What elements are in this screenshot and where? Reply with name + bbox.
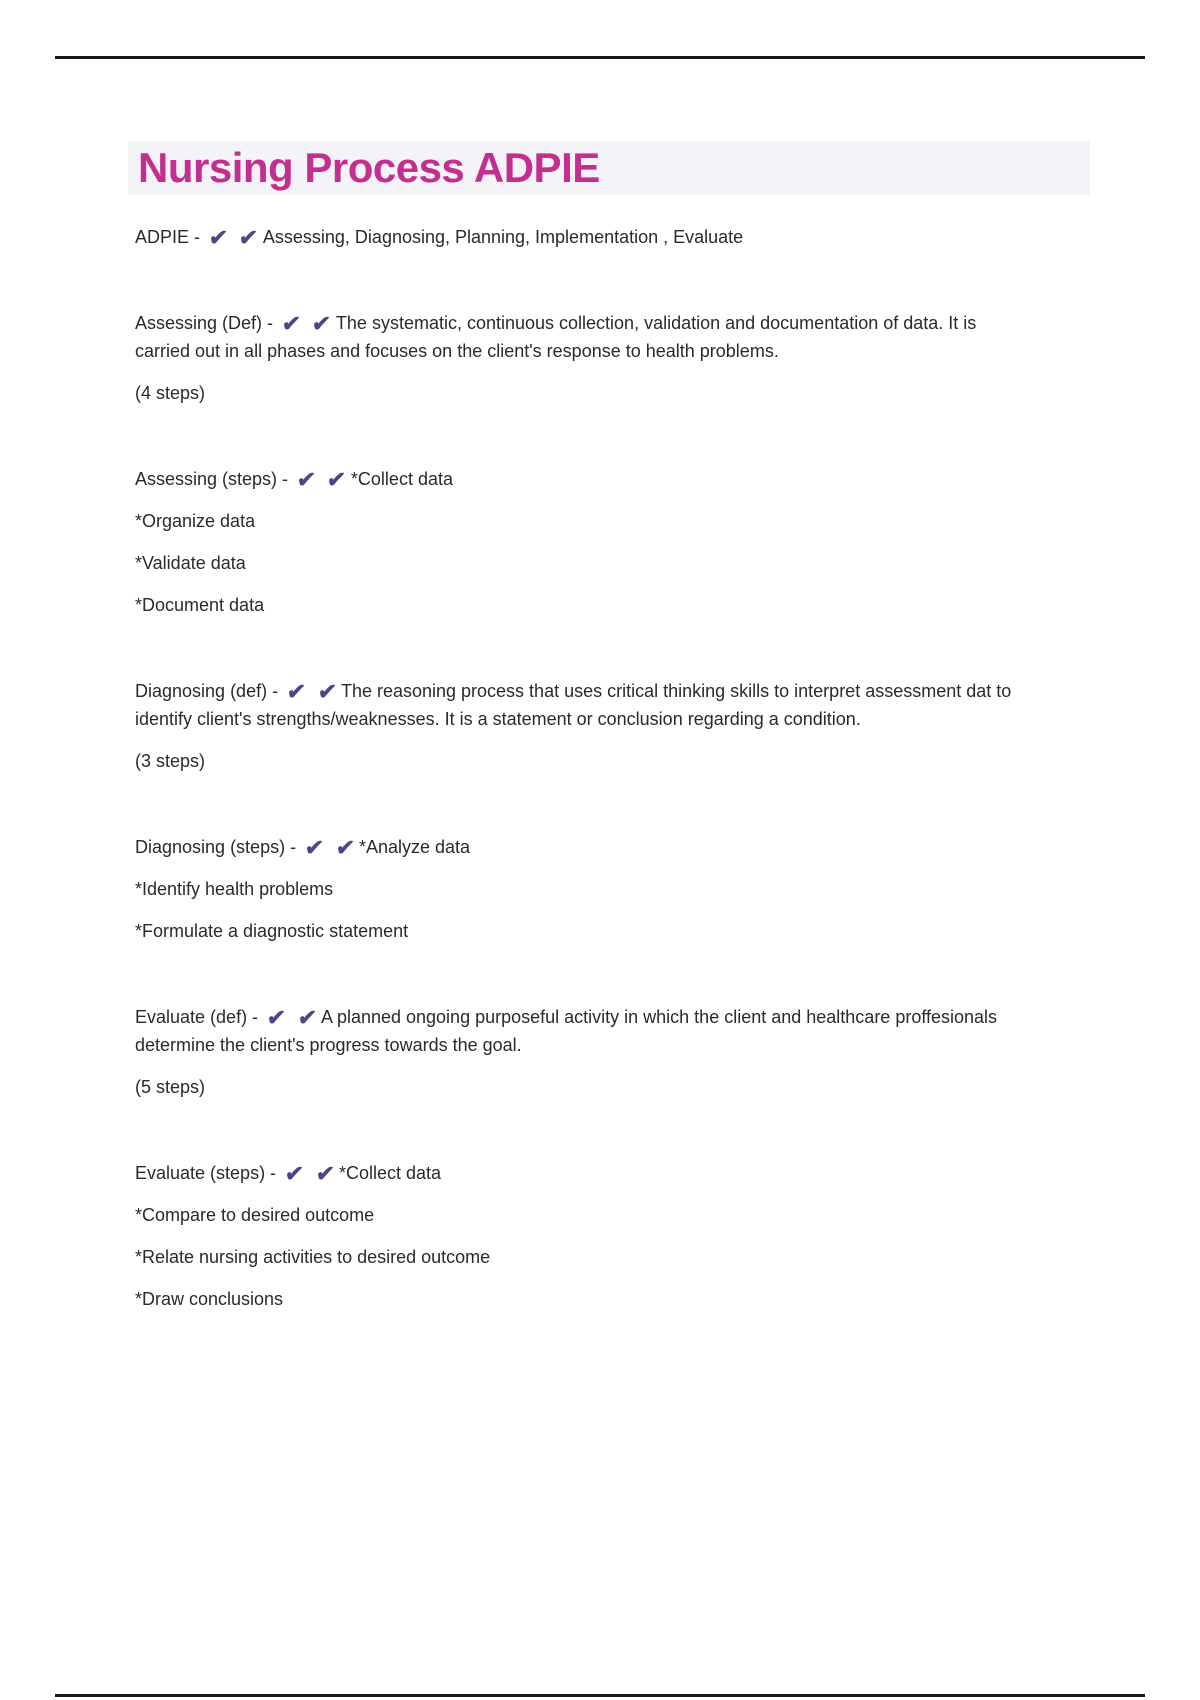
term-label: Evaluate (steps) - xyxy=(135,1163,277,1183)
card-extra-line: *Formulate a diagnostic statement xyxy=(135,921,409,941)
card-extra-line: *Document data xyxy=(135,595,265,615)
definition-text: *Collect data xyxy=(350,469,453,489)
card-extra-line: (4 steps) xyxy=(135,383,206,403)
definition-text: Assessing, Diagnosing, Planning, Implementation , Evaluate xyxy=(262,227,744,247)
checkmark-icon: ✔ xyxy=(280,311,302,336)
card-term-line xyxy=(135,1159,1013,1187)
card-term-line xyxy=(135,833,1013,861)
card-extra-line: *Organize data xyxy=(135,511,256,531)
term-label: Evaluate (def) - xyxy=(135,1007,259,1027)
checkmark-icon: ✔ xyxy=(283,1161,305,1186)
document-content xyxy=(128,141,1093,1313)
checkmark-icon: ✔ xyxy=(314,1161,336,1186)
top-rule xyxy=(55,56,1145,59)
card-term-line xyxy=(135,223,1013,251)
term-label: ADPIE - xyxy=(135,227,201,247)
card-term-line xyxy=(135,677,1013,733)
flashcard-adpie xyxy=(135,223,1013,251)
definition-text: *Collect data xyxy=(338,1163,441,1183)
checkmark-icon: ✔ xyxy=(295,467,317,492)
checkmark-icon: ✔ xyxy=(334,835,356,860)
flashcard-diagnosing-def xyxy=(135,677,1013,775)
checkmark-icon: ✔ xyxy=(311,311,333,336)
term-label: Diagnosing (steps) - xyxy=(135,837,297,857)
definition-text: *Analyze data xyxy=(358,837,471,857)
card-term-line xyxy=(135,309,1013,365)
card-extra-line: *Identify health problems xyxy=(135,879,334,899)
checkmark-icon: ✔ xyxy=(316,679,338,704)
title-banner xyxy=(128,141,1090,195)
checkmark-icon: ✔ xyxy=(326,467,348,492)
checkmark-icon: ✔ xyxy=(296,1005,318,1030)
card-term-line xyxy=(135,465,1013,493)
bottom-rule xyxy=(55,1694,1145,1697)
flashcard-evaluate-steps xyxy=(135,1159,1013,1313)
checkmark-icon: ✔ xyxy=(238,225,260,250)
page-title: Nursing Process ADPIE xyxy=(138,144,600,191)
term-label: Assessing (Def) - xyxy=(135,313,274,333)
definition-text: The reasoning process that uses critical thinking skills to interpret assessment dat to identify client's strengths/weaknesses. It is a statement or conclusion regarding a condition. xyxy=(135,681,1012,729)
card-extra-line: *Relate nursing activities to desired outcome xyxy=(135,1247,491,1267)
card-extra-line: (5 steps) xyxy=(135,1077,206,1097)
card-term-line xyxy=(135,1003,1013,1059)
definition-text: The systematic, continuous collection, validation and documentation of data. It is carried out in all phases and focuses on the client's response to health problems. xyxy=(135,313,977,361)
card-extra-line: *Draw conclusions xyxy=(135,1289,284,1309)
checkmark-icon: ✔ xyxy=(207,225,229,250)
term-label: Diagnosing (def) - xyxy=(135,681,279,701)
term-label: Assessing (steps) - xyxy=(135,469,289,489)
flashcard-list xyxy=(128,223,1013,1313)
card-extra-line: *Validate data xyxy=(135,553,246,573)
card-extra-line: (3 steps) xyxy=(135,751,206,771)
definition-text: A planned ongoing purposeful activity in which the client and healthcare proffesionals determine the client's progress towards the goal. xyxy=(135,1007,998,1055)
flashcard-diagnosing-steps xyxy=(135,833,1013,945)
checkmark-icon: ✔ xyxy=(285,679,307,704)
flashcard-assessing-def xyxy=(135,309,1013,407)
flashcard-evaluate-def xyxy=(135,1003,1013,1101)
checkmark-icon: ✔ xyxy=(303,835,325,860)
flashcard-assessing-steps xyxy=(135,465,1013,619)
checkmark-icon: ✔ xyxy=(265,1005,287,1030)
card-extra-line: *Compare to desired outcome xyxy=(135,1205,375,1225)
